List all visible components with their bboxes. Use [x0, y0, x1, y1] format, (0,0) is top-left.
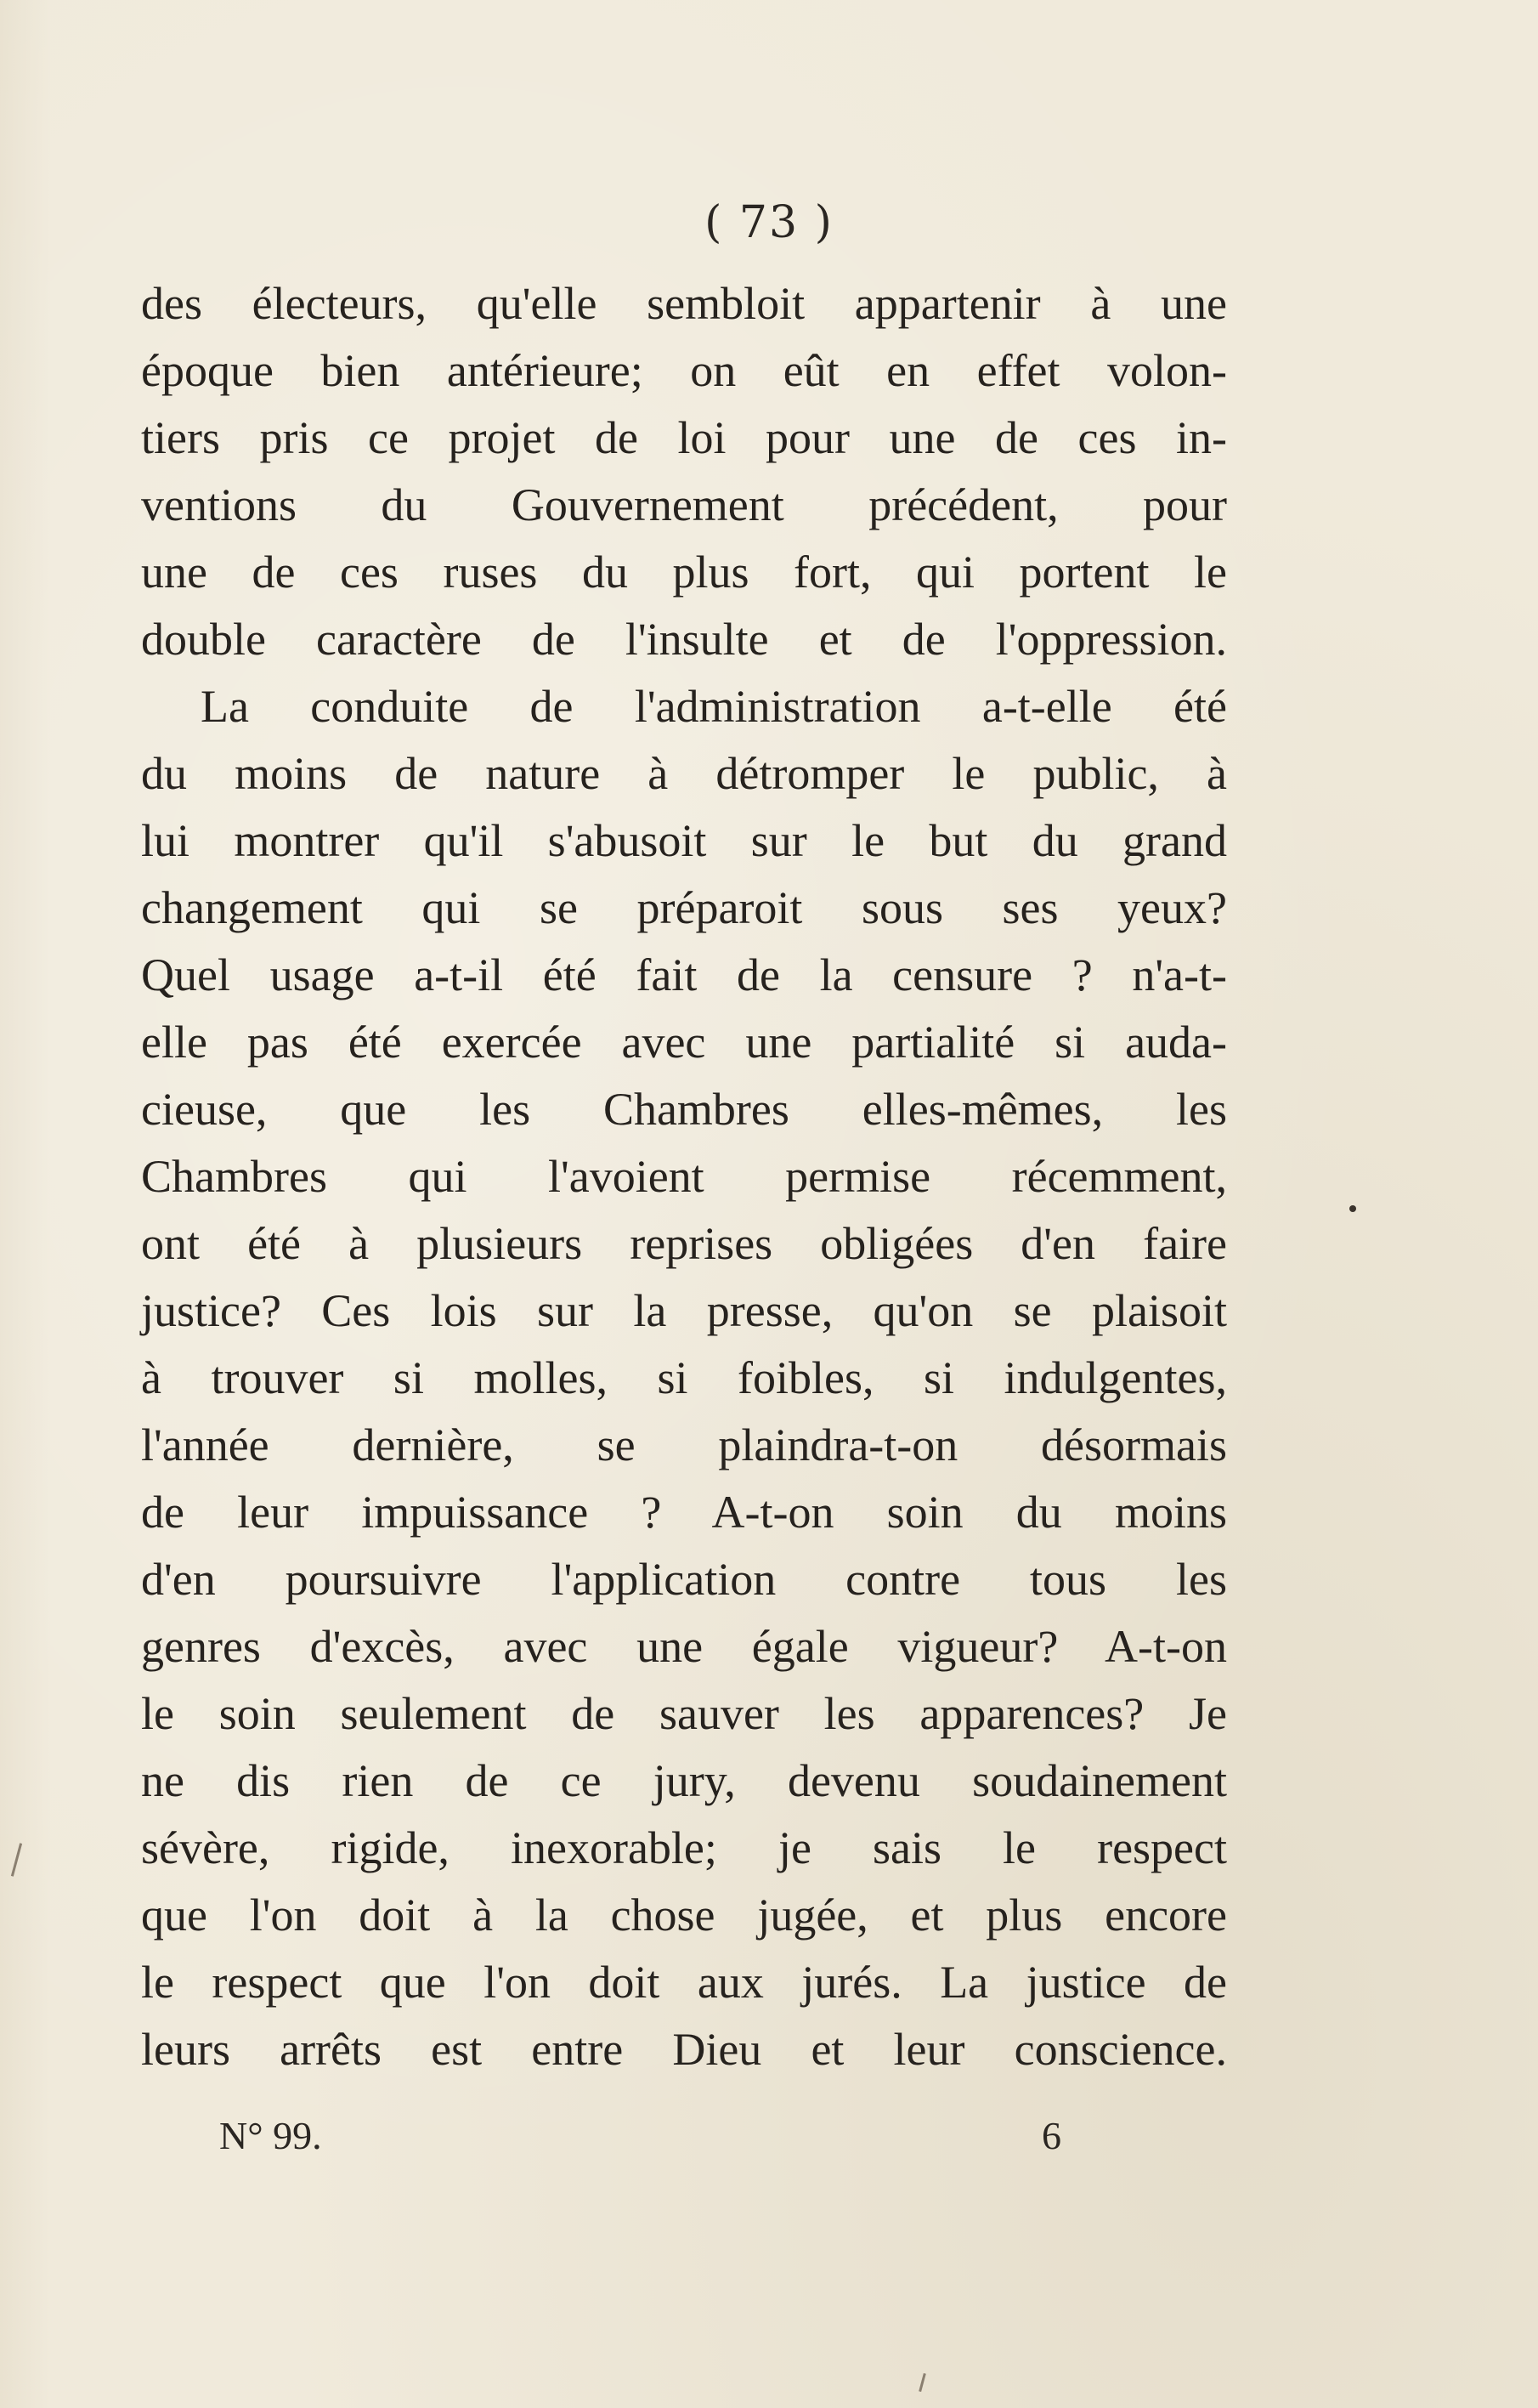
text-line: que l'on doit à la chose jugée, et plus encore — [141, 1890, 1227, 1941]
text-line: des électeurs, qu'elle sembloit appartenir à une — [141, 278, 1227, 329]
margin-stroke — [919, 2373, 926, 2392]
text-line: l'année dernière, se plaindra-t-on désormais — [141, 1419, 1227, 1470]
text-line: lui montrer qu'il s'abusoit sur le but du grand — [141, 815, 1227, 866]
text-line: à trouver si molles, si foibles, si indulgentes, — [141, 1352, 1227, 1403]
text-line: époque bien antérieure; on eût en effet volon- — [141, 345, 1227, 396]
text-line: tiers pris ce projet de loi pour une de ces in- — [141, 412, 1227, 463]
text-line: leurs arrêts est entre Dieu et leur conscience. — [141, 2024, 1227, 2075]
body-text — [141, 270, 1227, 2083]
text-line: ne dis rien de ce jury, devenu soudainement — [141, 1755, 1227, 1806]
text-line: ventions du Gouvernement précédent, pour — [141, 479, 1227, 530]
text-line: La conduite de l'administration a-t-elle été — [201, 681, 1227, 732]
text-line: genres d'excès, avec une égale vigueur? A-t-on — [141, 1621, 1227, 1672]
text-line: le soin seulement de sauver les apparences? Je — [141, 1688, 1227, 1739]
signature-mark: N° 99. — [219, 2114, 322, 2157]
text-line: une de ces ruses du plus fort, qui portent le — [141, 547, 1227, 598]
ink-speck — [1349, 1205, 1356, 1212]
text-line: double caractère de l'insulte et de l'oppression. — [141, 614, 1227, 665]
text-line: du moins de nature à détromper le public, à — [141, 748, 1227, 799]
text-line: elle pas été exercée avec une partialité si auda- — [141, 1017, 1227, 1068]
margin-stroke — [11, 1843, 22, 1876]
text-line: ont été à plusieurs reprises obligées d'en faire — [141, 1218, 1227, 1269]
text-line: Quel usage a-t-il été fait de la censure ? n'a-t- — [141, 949, 1227, 1000]
text-line: cieuse, que les Chambres elles-mêmes, les — [141, 1084, 1227, 1135]
sheet-number: 6 — [1042, 2114, 1061, 2157]
text-line: le respect que l'on doit aux jurés. La justice de — [141, 1957, 1227, 2008]
page-number: ( 73 ) — [704, 197, 834, 248]
text-line: justice? Ces lois sur la presse, qu'on se plaisoit — [141, 1285, 1227, 1336]
page-footer — [0, 2113, 1538, 2164]
text-line: d'en poursuivre l'application contre tous les — [141, 1554, 1227, 1605]
text-line: Chambres qui l'avoient permise récemment, — [141, 1151, 1227, 1202]
text-line: sévère, rigide, inexorable; je sais le respect — [141, 1822, 1227, 1873]
text-line: de leur impuissance ? A-t-on soin du moins — [141, 1487, 1227, 1538]
text-line: changement qui se préparoit sous ses yeux? — [141, 882, 1227, 933]
